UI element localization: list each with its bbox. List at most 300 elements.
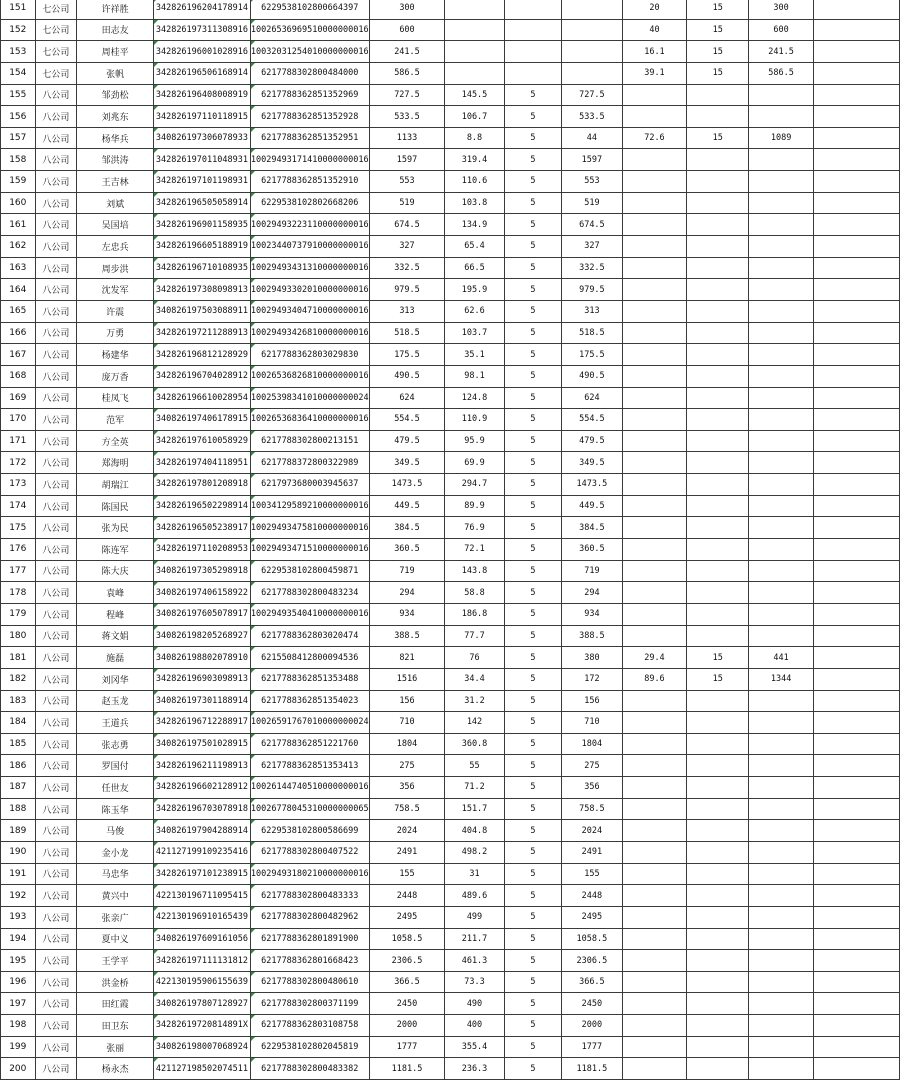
id-number-cell[interactable]: 342826197308098913 xyxy=(153,279,250,301)
company-cell[interactable]: 八公司 xyxy=(35,1036,77,1058)
id-number-cell[interactable]: 342826197101238915 xyxy=(153,863,250,885)
rate-cell[interactable]: 5 xyxy=(504,171,562,193)
extra-rate-cell[interactable] xyxy=(687,777,749,799)
extra-total-cell[interactable] xyxy=(749,863,814,885)
row-number[interactable]: 159 xyxy=(1,171,36,193)
blank-cell[interactable] xyxy=(814,0,900,19)
extra-total-cell[interactable] xyxy=(749,214,814,236)
subtotal-cell[interactable]: 719 xyxy=(562,560,622,582)
company-cell[interactable]: 八公司 xyxy=(35,322,77,344)
name-cell[interactable]: 程峰 xyxy=(77,603,154,625)
subtotal-cell[interactable]: 275 xyxy=(562,755,622,777)
blank-cell[interactable] xyxy=(814,495,900,517)
rate-cell[interactable]: 5 xyxy=(504,647,562,669)
extra-rate-cell[interactable] xyxy=(687,560,749,582)
name-cell[interactable]: 邹洪涛 xyxy=(77,149,154,171)
extra-total-cell[interactable] xyxy=(749,409,814,431)
row-number[interactable]: 152 xyxy=(1,19,36,41)
deduction-cell[interactable]: 31 xyxy=(445,863,504,885)
name-cell[interactable]: 杨华兵 xyxy=(77,127,154,149)
subtotal-cell[interactable]: 2491 xyxy=(562,841,622,863)
blank-cell[interactable] xyxy=(814,387,900,409)
extra-amount-cell[interactable] xyxy=(622,798,687,820)
extra-amount-cell[interactable] xyxy=(622,387,687,409)
amount-cell[interactable]: 241.5 xyxy=(369,41,445,63)
extra-amount-cell[interactable] xyxy=(622,733,687,755)
amount-cell[interactable]: 710 xyxy=(369,712,445,734)
row-number[interactable]: 166 xyxy=(1,322,36,344)
rate-cell[interactable]: 5 xyxy=(504,452,562,474)
account-number-cell[interactable]: 10029493302010000000016 xyxy=(250,279,369,301)
subtotal-cell[interactable]: 155 xyxy=(562,863,622,885)
company-cell[interactable]: 八公司 xyxy=(35,257,77,279)
extra-amount-cell[interactable] xyxy=(622,192,687,214)
account-number-cell[interactable]: 6217788362851352969 xyxy=(250,84,369,106)
company-cell[interactable]: 八公司 xyxy=(35,603,77,625)
extra-total-cell[interactable] xyxy=(749,430,814,452)
extra-total-cell[interactable] xyxy=(749,106,814,128)
subtotal-cell[interactable]: 1777 xyxy=(562,1036,622,1058)
account-number-cell[interactable]: 10029493404710000000016 xyxy=(250,300,369,322)
rate-cell[interactable]: 5 xyxy=(504,841,562,863)
amount-cell[interactable]: 366.5 xyxy=(369,971,445,993)
blank-cell[interactable] xyxy=(814,322,900,344)
subtotal-cell[interactable] xyxy=(562,19,622,41)
company-cell[interactable]: 八公司 xyxy=(35,452,77,474)
row-number[interactable]: 154 xyxy=(1,62,36,84)
deduction-cell[interactable]: 195.9 xyxy=(445,279,504,301)
extra-amount-cell[interactable]: 16.1 xyxy=(622,41,687,63)
account-number-cell[interactable]: 6217788302800371199 xyxy=(250,993,369,1015)
blank-cell[interactable] xyxy=(814,668,900,690)
deduction-cell[interactable]: 71.2 xyxy=(445,777,504,799)
extra-total-cell[interactable] xyxy=(749,971,814,993)
row-number[interactable]: 190 xyxy=(1,841,36,863)
account-number-cell[interactable]: 6217788302800407522 xyxy=(250,841,369,863)
blank-cell[interactable] xyxy=(814,560,900,582)
blank-cell[interactable] xyxy=(814,1058,900,1080)
subtotal-cell[interactable]: 380 xyxy=(562,647,622,669)
id-number-cell[interactable]: 340826197807128927 xyxy=(153,993,250,1015)
rate-cell[interactable]: 5 xyxy=(504,885,562,907)
id-number-cell[interactable]: 342826197101198931 xyxy=(153,171,250,193)
company-cell[interactable]: 八公司 xyxy=(35,192,77,214)
account-number-cell[interactable]: 6229538102800459871 xyxy=(250,560,369,582)
rate-cell[interactable] xyxy=(504,0,562,19)
extra-total-cell[interactable] xyxy=(749,1036,814,1058)
deduction-cell[interactable]: 498.2 xyxy=(445,841,504,863)
blank-cell[interactable] xyxy=(814,971,900,993)
subtotal-cell[interactable]: 758.5 xyxy=(562,798,622,820)
extra-rate-cell[interactable] xyxy=(687,906,749,928)
blank-cell[interactable] xyxy=(814,863,900,885)
account-number-cell[interactable]: 6217788362803020474 xyxy=(250,625,369,647)
deduction-cell[interactable]: 34.4 xyxy=(445,668,504,690)
subtotal-cell[interactable]: 1597 xyxy=(562,149,622,171)
extra-total-cell[interactable] xyxy=(749,906,814,928)
company-cell[interactable]: 八公司 xyxy=(35,668,77,690)
extra-rate-cell[interactable] xyxy=(687,300,749,322)
account-number-cell[interactable]: 6217788362851221760 xyxy=(250,733,369,755)
id-number-cell[interactable]: 340826198007068924 xyxy=(153,1036,250,1058)
rate-cell[interactable]: 5 xyxy=(504,300,562,322)
row-number[interactable]: 155 xyxy=(1,84,36,106)
account-number-cell[interactable]: 10034129589210000000016 xyxy=(250,495,369,517)
id-number-cell[interactable]: 340826197406178915 xyxy=(153,409,250,431)
company-cell[interactable]: 八公司 xyxy=(35,387,77,409)
subtotal-cell[interactable]: 356 xyxy=(562,777,622,799)
extra-rate-cell[interactable] xyxy=(687,236,749,258)
extra-total-cell[interactable] xyxy=(749,365,814,387)
rate-cell[interactable]: 5 xyxy=(504,712,562,734)
rate-cell[interactable]: 5 xyxy=(504,777,562,799)
deduction-cell[interactable]: 35.1 xyxy=(445,344,504,366)
rate-cell[interactable]: 5 xyxy=(504,625,562,647)
name-cell[interactable]: 邹劲松 xyxy=(77,84,154,106)
company-cell[interactable]: 八公司 xyxy=(35,647,77,669)
amount-cell[interactable]: 2306.5 xyxy=(369,950,445,972)
subtotal-cell[interactable]: 313 xyxy=(562,300,622,322)
rate-cell[interactable]: 5 xyxy=(504,733,562,755)
amount-cell[interactable]: 479.5 xyxy=(369,430,445,452)
extra-total-cell[interactable] xyxy=(749,712,814,734)
company-cell[interactable]: 七公司 xyxy=(35,62,77,84)
name-cell[interactable]: 周桂平 xyxy=(77,41,154,63)
company-cell[interactable]: 八公司 xyxy=(35,300,77,322)
amount-cell[interactable]: 1597 xyxy=(369,149,445,171)
row-number[interactable]: 189 xyxy=(1,820,36,842)
extra-total-cell[interactable] xyxy=(749,603,814,625)
company-cell[interactable]: 八公司 xyxy=(35,84,77,106)
account-number-cell[interactable]: 6217788362801668423 xyxy=(250,950,369,972)
id-number-cell[interactable]: 421127198502074511 xyxy=(153,1058,250,1080)
company-cell[interactable]: 八公司 xyxy=(35,214,77,236)
extra-rate-cell[interactable] xyxy=(687,322,749,344)
account-number-cell[interactable]: 6217788362851352910 xyxy=(250,171,369,193)
company-cell[interactable]: 八公司 xyxy=(35,560,77,582)
extra-amount-cell[interactable] xyxy=(622,863,687,885)
blank-cell[interactable] xyxy=(814,214,900,236)
row-number[interactable]: 179 xyxy=(1,603,36,625)
rate-cell[interactable]: 5 xyxy=(504,906,562,928)
rate-cell[interactable]: 5 xyxy=(504,668,562,690)
amount-cell[interactable]: 934 xyxy=(369,603,445,625)
company-cell[interactable]: 八公司 xyxy=(35,582,77,604)
extra-rate-cell[interactable] xyxy=(687,517,749,539)
rate-cell[interactable]: 5 xyxy=(504,950,562,972)
amount-cell[interactable]: 1058.5 xyxy=(369,928,445,950)
blank-cell[interactable] xyxy=(814,474,900,496)
extra-total-cell[interactable] xyxy=(749,690,814,712)
name-cell[interactable]: 田卫东 xyxy=(77,1015,154,1037)
rate-cell[interactable]: 5 xyxy=(504,928,562,950)
row-number[interactable]: 197 xyxy=(1,993,36,1015)
rate-cell[interactable]: 5 xyxy=(504,257,562,279)
extra-rate-cell[interactable] xyxy=(687,257,749,279)
name-cell[interactable]: 张为民 xyxy=(77,517,154,539)
company-cell[interactable]: 八公司 xyxy=(35,690,77,712)
row-number[interactable]: 163 xyxy=(1,257,36,279)
company-cell[interactable]: 七公司 xyxy=(35,41,77,63)
deduction-cell[interactable]: 65.4 xyxy=(445,236,504,258)
name-cell[interactable]: 刘冈华 xyxy=(77,668,154,690)
row-number[interactable]: 165 xyxy=(1,300,36,322)
extra-total-cell[interactable] xyxy=(749,192,814,214)
rate-cell[interactable]: 5 xyxy=(504,755,562,777)
company-cell[interactable]: 八公司 xyxy=(35,733,77,755)
name-cell[interactable]: 金小龙 xyxy=(77,841,154,863)
account-number-cell[interactable]: 10026778045310000000065 xyxy=(250,798,369,820)
extra-rate-cell[interactable] xyxy=(687,993,749,1015)
rate-cell[interactable]: 5 xyxy=(504,1015,562,1037)
extra-total-cell[interactable] xyxy=(749,452,814,474)
name-cell[interactable]: 蒋文娟 xyxy=(77,625,154,647)
extra-amount-cell[interactable] xyxy=(622,1015,687,1037)
id-number-cell[interactable]: 342826196211198913 xyxy=(153,755,250,777)
subtotal-cell[interactable]: 366.5 xyxy=(562,971,622,993)
company-cell[interactable]: 八公司 xyxy=(35,517,77,539)
blank-cell[interactable] xyxy=(814,127,900,149)
deduction-cell[interactable]: 58.8 xyxy=(445,582,504,604)
row-number[interactable]: 168 xyxy=(1,365,36,387)
amount-cell[interactable]: 1133 xyxy=(369,127,445,149)
rate-cell[interactable]: 5 xyxy=(504,603,562,625)
id-number-cell[interactable]: 342826196704028912 xyxy=(153,365,250,387)
subtotal-cell[interactable]: 518.5 xyxy=(562,322,622,344)
rate-cell[interactable]: 5 xyxy=(504,474,562,496)
row-number[interactable]: 153 xyxy=(1,41,36,63)
deduction-cell[interactable] xyxy=(445,41,504,63)
deduction-cell[interactable]: 76 xyxy=(445,647,504,669)
name-cell[interactable]: 马俊 xyxy=(77,820,154,842)
deduction-cell[interactable] xyxy=(445,0,504,19)
amount-cell[interactable]: 821 xyxy=(369,647,445,669)
extra-rate-cell[interactable] xyxy=(687,733,749,755)
extra-total-cell[interactable] xyxy=(749,1015,814,1037)
id-number-cell[interactable]: 340826197503088911 xyxy=(153,300,250,322)
id-number-cell[interactable]: 342826197011048931 xyxy=(153,149,250,171)
extra-rate-cell[interactable]: 15 xyxy=(687,19,749,41)
account-number-cell[interactable]: 10029493180210000000016 xyxy=(250,863,369,885)
subtotal-cell[interactable]: 674.5 xyxy=(562,214,622,236)
subtotal-cell[interactable]: 1804 xyxy=(562,733,622,755)
extra-amount-cell[interactable]: 40 xyxy=(622,19,687,41)
name-cell[interactable]: 左忠兵 xyxy=(77,236,154,258)
extra-rate-cell[interactable] xyxy=(687,971,749,993)
name-cell[interactable]: 张亲广 xyxy=(77,906,154,928)
amount-cell[interactable]: 156 xyxy=(369,690,445,712)
amount-cell[interactable]: 1473.5 xyxy=(369,474,445,496)
id-number-cell[interactable]: 340826197305298918 xyxy=(153,560,250,582)
deduction-cell[interactable]: 151.7 xyxy=(445,798,504,820)
extra-rate-cell[interactable] xyxy=(687,863,749,885)
row-number[interactable]: 162 xyxy=(1,236,36,258)
extra-amount-cell[interactable] xyxy=(622,560,687,582)
extra-rate-cell[interactable] xyxy=(687,430,749,452)
extra-rate-cell[interactable]: 15 xyxy=(687,668,749,690)
extra-amount-cell[interactable]: 72.6 xyxy=(622,127,687,149)
extra-amount-cell[interactable]: 89.6 xyxy=(622,668,687,690)
row-number[interactable]: 171 xyxy=(1,430,36,452)
subtotal-cell[interactable]: 349.5 xyxy=(562,452,622,474)
rate-cell[interactable]: 5 xyxy=(504,322,562,344)
row-number[interactable]: 182 xyxy=(1,668,36,690)
extra-amount-cell[interactable] xyxy=(622,452,687,474)
row-number[interactable]: 194 xyxy=(1,928,36,950)
extra-rate-cell[interactable] xyxy=(687,885,749,907)
amount-cell[interactable]: 332.5 xyxy=(369,257,445,279)
account-number-cell[interactable]: 6217788302800480610 xyxy=(250,971,369,993)
subtotal-cell[interactable]: 156 xyxy=(562,690,622,712)
subtotal-cell[interactable]: 710 xyxy=(562,712,622,734)
extra-rate-cell[interactable] xyxy=(687,387,749,409)
subtotal-cell[interactable]: 294 xyxy=(562,582,622,604)
company-cell[interactable]: 八公司 xyxy=(35,365,77,387)
extra-amount-cell[interactable]: 20 xyxy=(622,0,687,19)
deduction-cell[interactable]: 55 xyxy=(445,755,504,777)
amount-cell[interactable]: 554.5 xyxy=(369,409,445,431)
extra-rate-cell[interactable] xyxy=(687,582,749,604)
extra-amount-cell[interactable] xyxy=(622,603,687,625)
row-number[interactable]: 170 xyxy=(1,409,36,431)
name-cell[interactable]: 方全英 xyxy=(77,430,154,452)
deduction-cell[interactable]: 319.4 xyxy=(445,149,504,171)
name-cell[interactable]: 沈发军 xyxy=(77,279,154,301)
account-number-cell[interactable]: 6229538102800586699 xyxy=(250,820,369,842)
row-number[interactable]: 183 xyxy=(1,690,36,712)
amount-cell[interactable]: 388.5 xyxy=(369,625,445,647)
extra-amount-cell[interactable] xyxy=(622,950,687,972)
account-number-cell[interactable]: 6217788302800484000 xyxy=(250,62,369,84)
account-number-cell[interactable]: 6217788302800482962 xyxy=(250,906,369,928)
amount-cell[interactable]: 384.5 xyxy=(369,517,445,539)
extra-amount-cell[interactable] xyxy=(622,430,687,452)
extra-total-cell[interactable]: 586.5 xyxy=(749,62,814,84)
row-number[interactable]: 199 xyxy=(1,1036,36,1058)
extra-amount-cell[interactable] xyxy=(622,300,687,322)
subtotal-cell[interactable]: 519 xyxy=(562,192,622,214)
extra-amount-cell[interactable] xyxy=(622,928,687,950)
extra-rate-cell[interactable] xyxy=(687,365,749,387)
subtotal-cell[interactable]: 2448 xyxy=(562,885,622,907)
rate-cell[interactable]: 5 xyxy=(504,993,562,1015)
extra-total-cell[interactable]: 300 xyxy=(749,0,814,19)
id-number-cell[interactable]: 342826196505238917 xyxy=(153,517,250,539)
deduction-cell[interactable]: 103.8 xyxy=(445,192,504,214)
name-cell[interactable]: 范军 xyxy=(77,409,154,431)
id-number-cell[interactable]: 342826196408008919 xyxy=(153,84,250,106)
extra-total-cell[interactable] xyxy=(749,171,814,193)
account-number-cell[interactable]: 6229538102800664397 xyxy=(250,0,369,19)
blank-cell[interactable] xyxy=(814,906,900,928)
name-cell[interactable]: 张帆 xyxy=(77,62,154,84)
id-number-cell[interactable]: 421127199109235416 xyxy=(153,841,250,863)
rate-cell[interactable]: 5 xyxy=(504,84,562,106)
amount-cell[interactable]: 2495 xyxy=(369,906,445,928)
extra-amount-cell[interactable] xyxy=(622,236,687,258)
name-cell[interactable]: 黄兴中 xyxy=(77,885,154,907)
deduction-cell[interactable]: 236.3 xyxy=(445,1058,504,1080)
deduction-cell[interactable]: 95.9 xyxy=(445,430,504,452)
company-cell[interactable]: 八公司 xyxy=(35,863,77,885)
id-number-cell[interactable]: 340826197501028915 xyxy=(153,733,250,755)
blank-cell[interactable] xyxy=(814,365,900,387)
deduction-cell[interactable]: 211.7 xyxy=(445,928,504,950)
rate-cell[interactable]: 5 xyxy=(504,798,562,820)
extra-amount-cell[interactable] xyxy=(622,1058,687,1080)
company-cell[interactable]: 八公司 xyxy=(35,798,77,820)
extra-total-cell[interactable] xyxy=(749,322,814,344)
deduction-cell[interactable]: 489.6 xyxy=(445,885,504,907)
deduction-cell[interactable]: 72.1 xyxy=(445,539,504,561)
rate-cell[interactable]: 5 xyxy=(504,387,562,409)
subtotal-cell[interactable]: 2000 xyxy=(562,1015,622,1037)
blank-cell[interactable] xyxy=(814,712,900,734)
account-number-cell[interactable]: 10025398341010000000024 xyxy=(250,387,369,409)
name-cell[interactable]: 桂凤飞 xyxy=(77,387,154,409)
name-cell[interactable]: 夏中义 xyxy=(77,928,154,950)
extra-rate-cell[interactable] xyxy=(687,84,749,106)
account-number-cell[interactable]: 6215508412800094536 xyxy=(250,647,369,669)
company-cell[interactable]: 八公司 xyxy=(35,430,77,452)
id-number-cell[interactable]: 340826198205268927 xyxy=(153,625,250,647)
amount-cell[interactable]: 2000 xyxy=(369,1015,445,1037)
account-number-cell[interactable]: 6217788372800322989 xyxy=(250,452,369,474)
deduction-cell[interactable]: 186.8 xyxy=(445,603,504,625)
amount-cell[interactable]: 294 xyxy=(369,582,445,604)
name-cell[interactable]: 周步洪 xyxy=(77,257,154,279)
company-cell[interactable]: 七公司 xyxy=(35,19,77,41)
name-cell[interactable]: 马忠华 xyxy=(77,863,154,885)
company-cell[interactable]: 八公司 xyxy=(35,409,77,431)
blank-cell[interactable] xyxy=(814,885,900,907)
extra-amount-cell[interactable] xyxy=(622,409,687,431)
amount-cell[interactable]: 2448 xyxy=(369,885,445,907)
blank-cell[interactable] xyxy=(814,517,900,539)
deduction-cell[interactable]: 69.9 xyxy=(445,452,504,474)
amount-cell[interactable]: 275 xyxy=(369,755,445,777)
name-cell[interactable]: 刘斌 xyxy=(77,192,154,214)
blank-cell[interactable] xyxy=(814,1015,900,1037)
deduction-cell[interactable]: 134.9 xyxy=(445,214,504,236)
id-number-cell[interactable]: 342826197110208953 xyxy=(153,539,250,561)
extra-total-cell[interactable] xyxy=(749,539,814,561)
id-number-cell[interactable]: 422130196910165439 xyxy=(153,906,250,928)
company-cell[interactable]: 八公司 xyxy=(35,1015,77,1037)
blank-cell[interactable] xyxy=(814,625,900,647)
rate-cell[interactable]: 5 xyxy=(504,236,562,258)
row-number[interactable]: 161 xyxy=(1,214,36,236)
blank-cell[interactable] xyxy=(814,257,900,279)
account-number-cell[interactable]: 10029493475810000000016 xyxy=(250,517,369,539)
extra-rate-cell[interactable] xyxy=(687,820,749,842)
rate-cell[interactable]: 5 xyxy=(504,539,562,561)
amount-cell[interactable]: 155 xyxy=(369,863,445,885)
id-number-cell[interactable]: 340826198802078910 xyxy=(153,647,250,669)
company-cell[interactable]: 八公司 xyxy=(35,171,77,193)
row-number[interactable]: 193 xyxy=(1,906,36,928)
rate-cell[interactable]: 5 xyxy=(504,409,562,431)
company-cell[interactable]: 八公司 xyxy=(35,1058,77,1080)
name-cell[interactable]: 杨永杰 xyxy=(77,1058,154,1080)
name-cell[interactable]: 陈玉华 xyxy=(77,798,154,820)
company-cell[interactable]: 八公司 xyxy=(35,950,77,972)
blank-cell[interactable] xyxy=(814,41,900,63)
extra-amount-cell[interactable] xyxy=(622,344,687,366)
rate-cell[interactable]: 5 xyxy=(504,971,562,993)
name-cell[interactable]: 王道兵 xyxy=(77,712,154,734)
blank-cell[interactable] xyxy=(814,171,900,193)
